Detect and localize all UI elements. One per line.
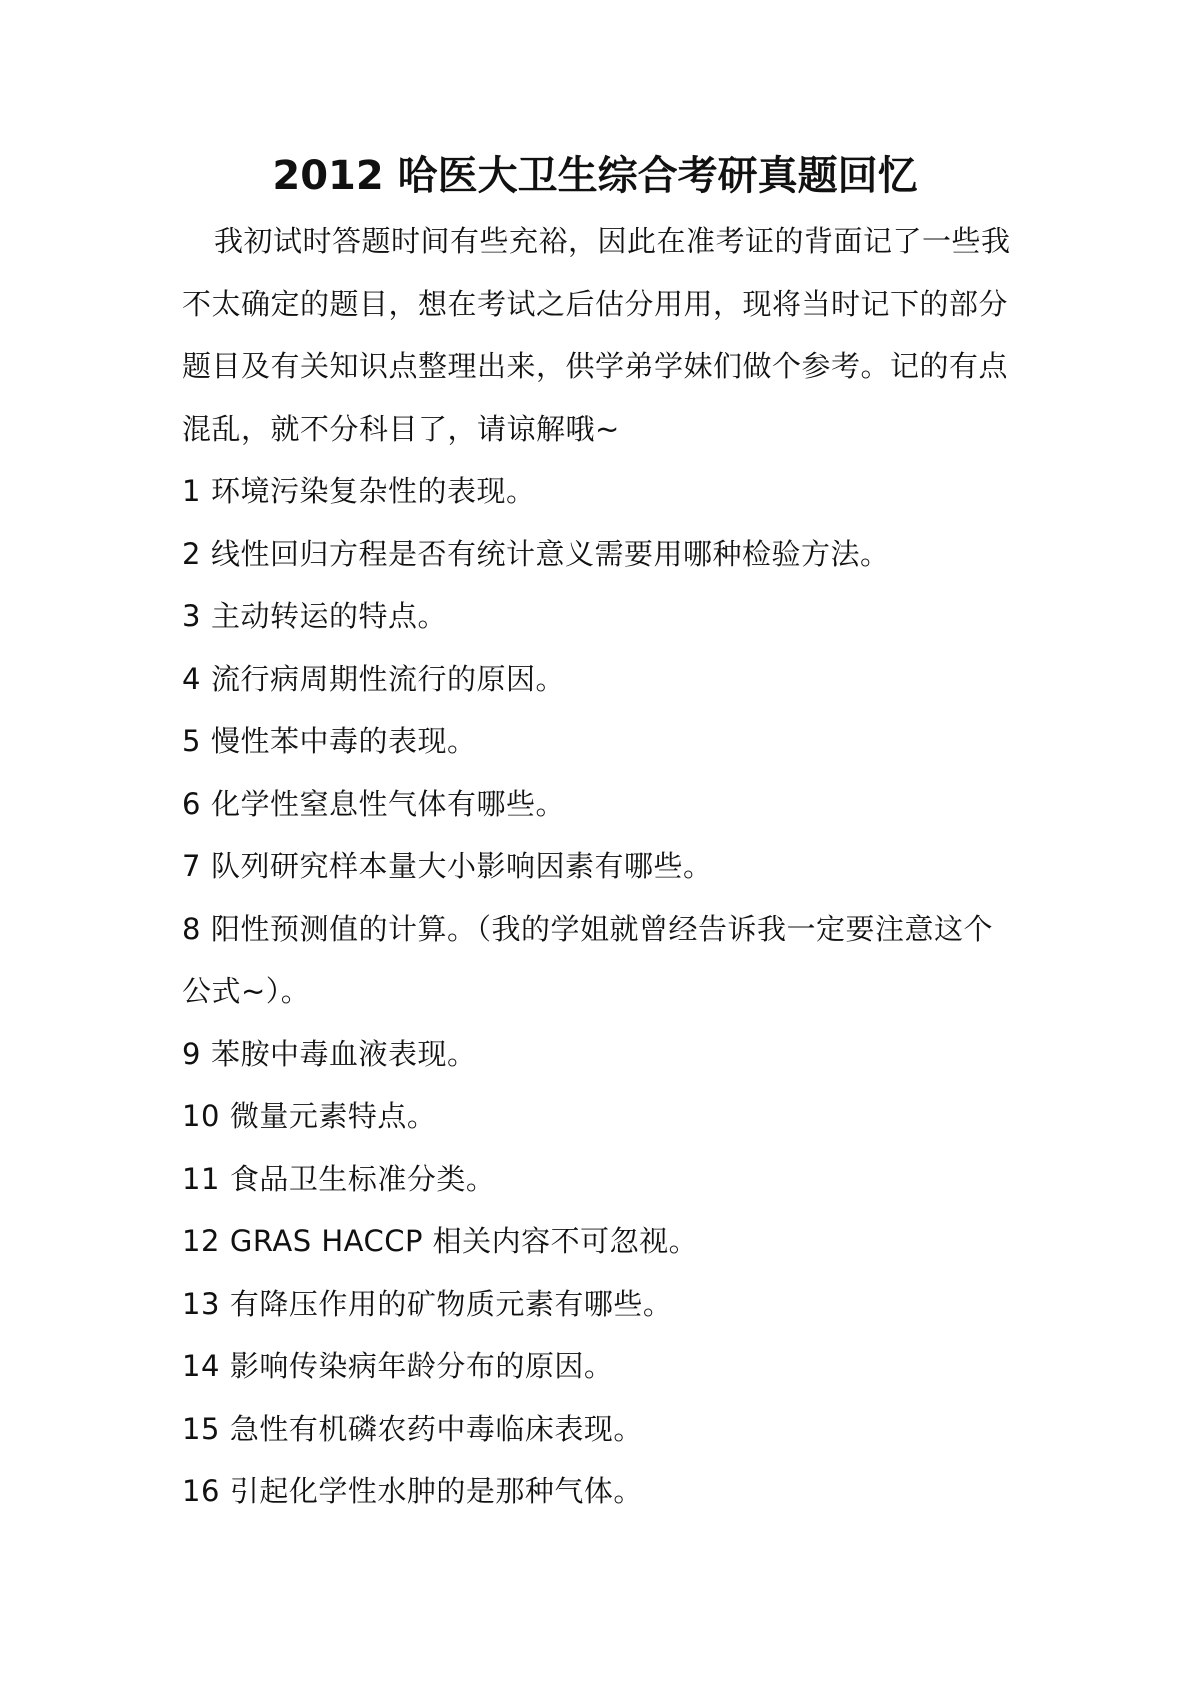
question-number: 5 — [182, 724, 201, 758]
list-item — [182, 1460, 1022, 1523]
question-number: 2 — [182, 536, 201, 571]
question-text: 阳性预测值的计算。（我的学姐就曾经告诉我一定要注意这个公式~）。 — [182, 911, 993, 1008]
question-text: 食品卫生标准分类。 — [229, 1161, 496, 1196]
question-number: 15 — [182, 1411, 220, 1446]
list-item — [182, 710, 1022, 773]
list-item — [182, 648, 1022, 711]
question-number: 13 — [182, 1286, 220, 1321]
list-item — [182, 523, 1022, 586]
list-item — [182, 1148, 1022, 1211]
question-number: 12 — [182, 1224, 220, 1258]
list-item — [182, 1210, 1022, 1273]
question-number: 6 — [182, 786, 201, 821]
question-text: 环境污染复杂性的表现。 — [210, 474, 536, 508]
question-text: 流行病周期性流行的原因。 — [210, 661, 565, 696]
list-item — [182, 898, 1022, 1023]
intro-paragraph: 我初试时答题时间有些充裕，因此在准考证的背面记了一些我不太确定的题目，想在考试之后估分用用，现将当时记下的部分题目及有关知识点整理出来，供学弟学妹们做个参考。记的有点混乱，就不分科目了，请谅解哦~ — [182, 224, 1011, 446]
question-number: 14 — [182, 1349, 220, 1383]
question-text: 微量元素特点。 — [229, 1099, 437, 1133]
question-number: 9 — [182, 1036, 201, 1071]
question-number: 10 — [182, 1099, 220, 1133]
question-text: 线性回归方程是否有统计意义需要用哪种检验方法。 — [210, 536, 890, 571]
question-text: GRAS HACCP 相关内容不可忽视。 — [229, 1224, 699, 1258]
list-item — [182, 460, 1022, 523]
question-text: 队列研究样本量大小影响因素有哪些。 — [210, 849, 713, 883]
question-text: 苯胺中毒血液表现。 — [210, 1036, 477, 1071]
question-number: 11 — [182, 1161, 220, 1196]
list-item — [182, 1085, 1022, 1148]
list-item — [182, 773, 1022, 836]
list-item — [182, 835, 1022, 898]
question-text: 慢性苯中毒的表现。 — [210, 724, 477, 758]
question-number: 8 — [182, 911, 201, 946]
question-number: 4 — [182, 661, 201, 696]
question-number: 16 — [182, 1474, 220, 1508]
question-number: 7 — [182, 849, 201, 883]
question-text: 急性有机磷农药中毒临床表现。 — [229, 1411, 643, 1446]
list-item — [182, 1398, 1022, 1461]
list-item — [182, 1023, 1022, 1086]
question-text: 化学性窒息性气体有哪些。 — [210, 786, 565, 821]
question-text: 影响传染病年龄分布的原因。 — [229, 1349, 614, 1383]
page-title: 2012 哈医大卫生综合考研真题回忆 — [272, 153, 918, 199]
question-list — [182, 460, 1022, 1523]
question-number: 1 — [182, 474, 201, 508]
question-text: 主动转运的特点。 — [210, 599, 447, 633]
list-item — [182, 585, 1022, 648]
question-text: 引起化学性水肿的是那种气体。 — [229, 1474, 643, 1508]
question-number: 3 — [182, 599, 201, 633]
list-item — [182, 1335, 1022, 1398]
question-text: 有降压作用的矿物质元素有哪些。 — [229, 1286, 673, 1321]
list-item — [182, 1273, 1022, 1336]
